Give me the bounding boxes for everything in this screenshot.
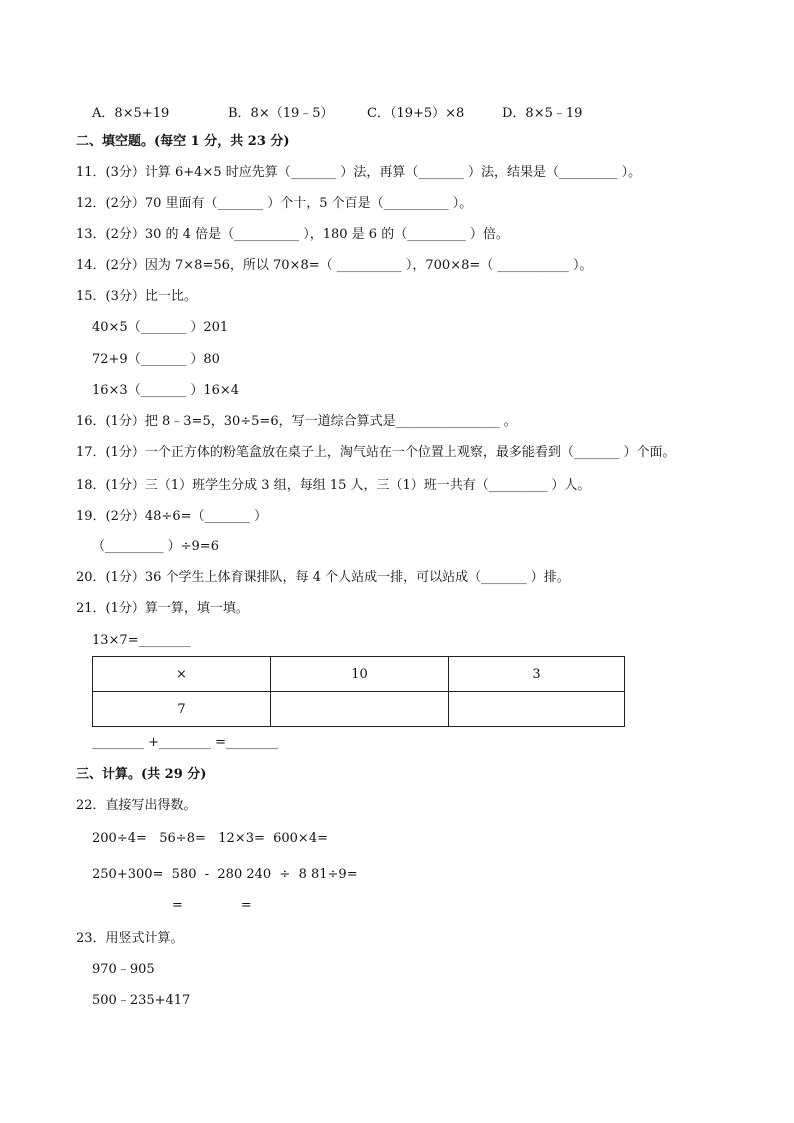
question-15: 15．(3分）比一比。 — [76, 289, 197, 304]
mental-math-row: = = — [172, 898, 252, 913]
question-22: 22．直接写出得数。 — [76, 798, 197, 813]
question-21: 21．(1分）算一算，填一填。 — [76, 601, 249, 616]
vertical-calc-item: 970﹣905 — [92, 962, 155, 977]
table-cell — [271, 692, 449, 727]
question-20: 20．(1分）36 个学生上体育课排队，每 4 个人站成一排，可以站成（_______ ）排。 — [76, 570, 570, 585]
option-a: A．8×5+19 — [92, 106, 170, 121]
question-13: 13．(2分）30 的 4 倍是（__________ ），180 是 6 的（_________ ）倍。 — [76, 227, 509, 242]
table-cell — [449, 692, 625, 727]
table-cell: 7 — [93, 692, 271, 727]
table-cell: × — [93, 657, 271, 692]
table-row — [93, 657, 625, 692]
question-21-sum: ________ +________ =________ — [92, 735, 279, 750]
option-b: B．8×（19﹣5） — [228, 106, 334, 121]
question-23: 23．用竖式计算。 — [76, 931, 184, 946]
question-19-line-2: （_________ ）÷9=6 — [92, 539, 219, 554]
vertical-calc-item: 500﹣235+417 — [92, 993, 191, 1008]
table-cell: 10 — [271, 657, 449, 692]
section-title-fill-blank: 二、填空题。(每空 1 分，共 23 分) — [76, 134, 290, 149]
question-16: 16．(1分）把 8﹣3=5，30÷5=6，写一道综合算式是________________ 。 — [76, 414, 517, 429]
table-cell: 3 — [449, 657, 625, 692]
mental-math-row: 250+300= 580 - 280 240 ÷ 8 81÷9= — [92, 867, 358, 882]
compare-item: 72+9（_______ ）80 — [92, 352, 220, 367]
table-row — [93, 692, 625, 727]
question-21-expression: 13×7=________ — [92, 633, 191, 648]
question-12: 12．(2分）70 里面有（_______ ）个十，5 个百是（__________ ）。 — [76, 196, 473, 211]
option-c: C．（19+5）×8 — [367, 106, 465, 121]
mental-math-row: 200÷4= 56÷8= 12×3= 600×4= — [92, 831, 328, 846]
option-d: D．8×5﹣19 — [502, 106, 583, 121]
question-14: 14．(2分）因为 7×8=56，所以 70×8=（ __________ ），700×8=（ ___________ ）。 — [76, 258, 593, 273]
question-17: 17．(1分）一个正方体的粉笔盒放在桌子上，淘气站在一个位置上观察，最多能看到（_______ ）个面。 — [76, 445, 676, 460]
question-11: 11．(3分）计算 6+4×5 时应先算（_______ ）法，再算（_______ ）法，结果是（_________ ）。 — [76, 165, 642, 180]
compare-item: 16×3（_______ ）16×4 — [92, 383, 240, 398]
section-title-calculation: 三、计算。(共 29 分) — [76, 767, 207, 782]
compare-item: 40×5（_______ ）201 — [92, 320, 229, 335]
multiplication-grid — [92, 656, 625, 727]
question-18: 18．(1分）三（1）班学生分成 3 组，每组 15 人，三（1）班一共有（_________ ）人。 — [76, 478, 591, 493]
question-19: 19．(2分）48÷6=（_______ ） — [76, 509, 268, 524]
